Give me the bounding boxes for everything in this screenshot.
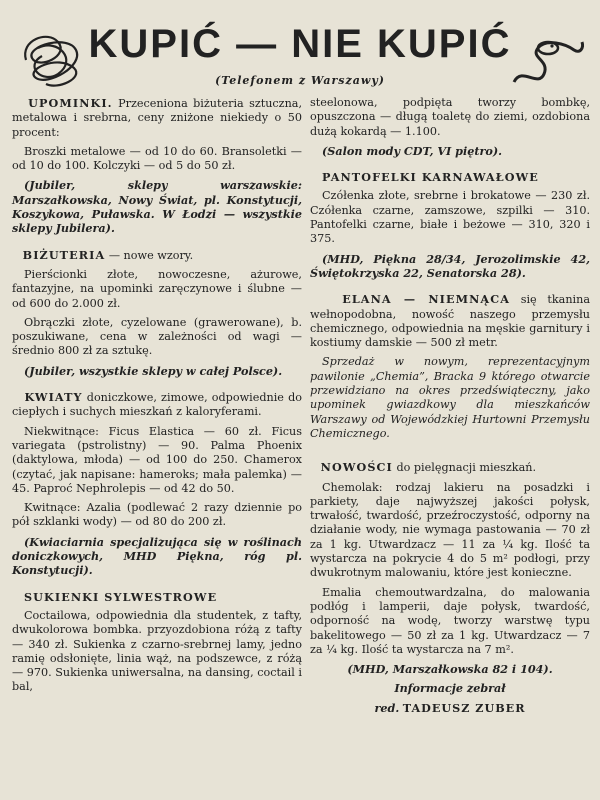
bizuteria-source: (Jubiler, wszystkie sklepy w całej Polsce).	[24, 363, 283, 378]
right-column	[310, 96, 590, 721]
credit-name	[310, 701, 590, 716]
nowosci-emalia: Emalia chemoutwardzalna, do malowania podłóg i lamperii, daje połysk, twardość, odporność na wodę, tworzy warstwę typu bakelitowego — 50 zł za 1 kg. Utwardzacz — 7 za ¼ kg. Ilość ta wystarcza na 7 m².	[310, 585, 590, 656]
bizuteria-rings: Pierścionki złote, nowoczesne, ażurowe, fantazyjne, na upominki zaręczynowe i ślubne — od 600 do 2.000 zł.	[12, 267, 302, 310]
pantofelki-text: Czółenka złote, srebrne i brokatowe — 230 zł. Czółenka czarne, zamszowe, szpilki — 310. Pantofelki czarne, białe i beżowe — 310, 320 i 375.	[310, 189, 590, 246]
left-column	[12, 96, 302, 700]
nowosci-chemolak: Chemolak: rodzaj lakieru na posadzki i parkiety, daje najwyższej jakości połysk, trwałość, twardość, przeźroczystość, odporny na działanie wody, nie wymaga pastowania — 70 zł za 1 kg. Utwardzacz — 11 za ¼ kg. Ilość ta wystarcza na pokrycie 4 do 5 m² podłogi, przy dwukrotnym malowaniu, które jest konieczne.	[310, 480, 590, 580]
kwiaty-text: doniczkowe, zimowe, odpowiednie do ciepłych i suchych mieszkań z kaloryferami.	[12, 391, 302, 419]
upominki-prices: Broszki metalowe — od 10 do 60. Bransoletki — od 10 do 100. Kolczyki — od 5 do 50 zł.	[12, 144, 302, 173]
nowosci-intro	[310, 460, 590, 475]
upominki-text: Przeceniona biżuteria sztuczna, metalowa i srebrna, ceny zniżone niekiedy o 50 procent:	[12, 97, 303, 139]
sukienki-source: (Salon mody CDT, VI piętro).	[322, 143, 503, 158]
sukienki-heading: SUKIENKI SYLWESTROWE	[24, 589, 218, 604]
kwiaty-heading: KWIATY	[24, 390, 83, 405]
upominki-heading: UPOMINKI.	[28, 96, 113, 110]
bizuteria-tagline: — nowe wzory.	[108, 248, 194, 262]
credit-author: TADEUSZ ZUBER	[402, 700, 526, 715]
kwiaty-source: (Kwiaciarnia specjalizująca się w roślinach doniczkowych, MHD Piękna, róg pl. Konstytucji).	[12, 534, 302, 578]
page-subtitle: (Telefonem z Warszawy)	[215, 74, 385, 87]
page-title: KUPIĆ — NIE KUPIĆ	[88, 22, 512, 66]
kwiaty-flowering: Kwitnące: Azalia (podlewać 2 razy dziennie po pół szklanki wody) — od 80 do 200 zł.	[12, 501, 302, 529]
pantofelki-heading: PANTOFELKI KARNAWAŁOWE	[322, 170, 539, 185]
elana-intro	[310, 292, 590, 350]
kwiaty-non-flowering: Niekwitnące: Ficus Elastica — 60 zł. Ficus variegata (pstrolistny) — 90. Palma Phoenix (daktylowa, młoda) — od 100 do 250. Chamerox (czytać, jak napisane: hameroks; mała palemka) — 45. Paproć Nephrolepis — od 42 do 50.	[12, 424, 302, 495]
upominki-intro	[12, 96, 302, 140]
upominki-source: (Jubiler, sklepy warszawskie: Marszałkowska, Nowy Świat, pl. Konstytucji, Koszykowa, Puławska. W Łodzi — wszystkie sklepy Jubilera).	[12, 178, 302, 236]
bizuteria-intro	[12, 248, 302, 263]
credit-prefix: red.	[374, 700, 400, 715]
nowosci-text: do pielęgnacji mieszkań.	[396, 461, 537, 475]
sukienki-text: Coctailowa, odpowiednia dla studentek, z tafty, dwukolorowa bombka. przyozdobiona różą z tafty — 340 zł. Sukienka z czarno-srebrnej lamy, jedno ramię odsłonięte, linia wąż, na podszewce, z różą — 970. Sukienka uniwersalna, na dansing, coctail i bal,	[12, 608, 302, 694]
sukienki-continued: steelonowa, podpięta tworzy bombkę, opuszczona — długą toaletę do ziemi, ozdobiona dużą kokardą — 1.100.	[310, 96, 590, 138]
elana-heading: ELANA — NIEMNĄCA	[342, 292, 510, 307]
kwiaty-intro	[12, 390, 302, 420]
elana-note: Sprzedaż w nowym, reprezentacyjnym pawilonie „Chemia”, Bracka 9 którego otwarcie przewidziano na okres przedświąteczny, jako upominek gwiazdkowy dla mieszkańców Warszawy od Wojewódzkiej Hurtowni Przemysłu Chemicznego.	[310, 355, 590, 440]
pantofelki-source: (MHD, Piękna 28/34, Jerozolimskie 42, Świętokrzyska 22, Senatorska 28).	[310, 251, 590, 280]
elana-text: się tkanina wełnopodobna, nowość naszego przemysłu chemicznego, odpowiednia na męskie garnitury i kostiumy damskie — 500 zł metr.	[310, 293, 590, 350]
bizuteria-wedding-bands: Obrączki złote, cyzelowane (grawerowane), b. poszukiwane, cena w zależności od wagi — średnio 800 zł za sztukę.	[12, 315, 302, 358]
credit-line: Informacje zebrał	[394, 681, 506, 696]
bizuteria-heading: BIŻUTERIA	[22, 247, 106, 262]
nowosci-source: (MHD, Marszałkowska 82 i 104).	[347, 662, 553, 677]
nowosci-heading: NOWOŚCI	[320, 460, 393, 475]
